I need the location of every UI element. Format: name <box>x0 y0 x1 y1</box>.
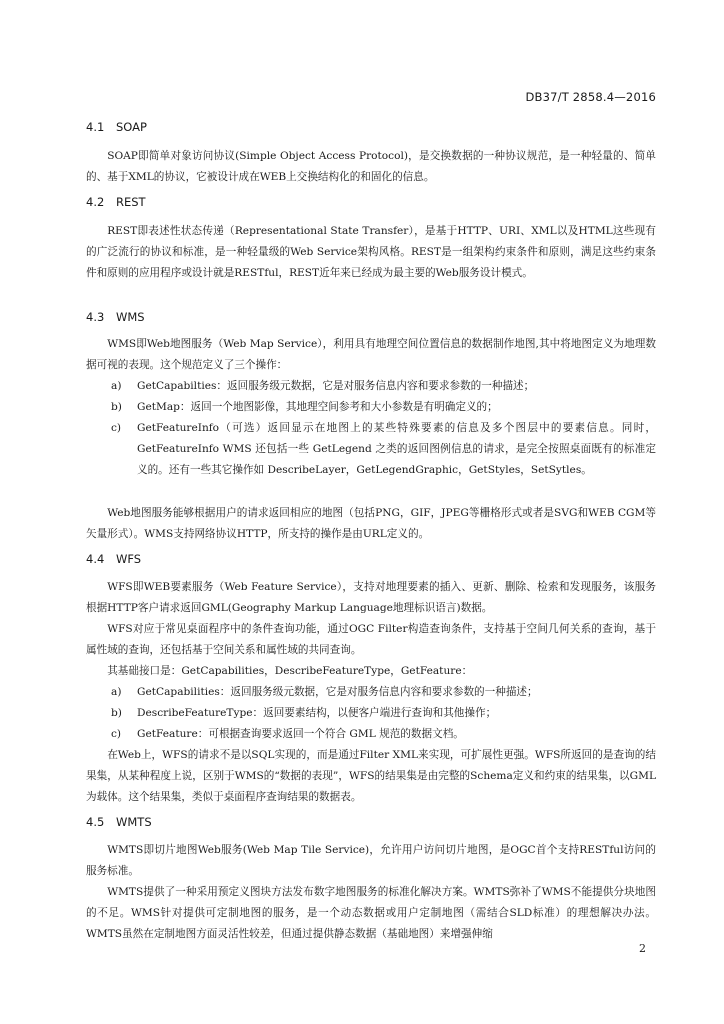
list-text: GetMap：返回一个地图影像，其地理空间参考和大小参数是有明确定义的； <box>137 401 498 413</box>
section-title: WFS <box>116 552 142 566</box>
page-number: 2 <box>639 942 646 955</box>
section-heading-wfs <box>86 552 141 566</box>
section-title: WMTS <box>116 815 152 829</box>
list-text: GetFeature：可根据查询要求返回一个符合 GML 规范的数据文档。 <box>137 728 464 740</box>
section-number: 4.3 <box>86 310 105 324</box>
section-heading-rest <box>86 195 146 209</box>
paragraph-wfs-results: 在Web上，WFS的请求不是以SQL实现的，而是通过Filter XML来实现，可扩展性更强。WFS所返回的是查询的结果集，从某种程度上说，区别于WMS的“数据的表现”，WFS的结果集是由完整的Schema定义和约束的结果集，以GML为载体。这个结果集，类似于桌面程序查询结果的数据表。 <box>86 749 656 803</box>
list-item <box>111 682 656 703</box>
list-text: GetCapabilties：返回服务级元数据，它是对服务信息内容和要求参数的一种描述； <box>137 380 535 392</box>
section-number: 4.1 <box>86 120 105 134</box>
list-marker: c) <box>111 728 122 740</box>
paragraph-wfs-intro: WFS即WEB要素服务（Web Feature Service），支持对地理要素的插入、更新、删除、检索和发现服务，该服务根据HTTP客户请求返回GML(Geography Markup Language地理标识语言)数据。 <box>86 581 656 614</box>
list-text: DescribeFeatureType：返回要素结构，以便客户端进行查询和其他操作； <box>137 707 497 719</box>
standard-code: DB37/T 2858.4—2016 <box>525 90 656 104</box>
list-marker: a) <box>111 686 122 698</box>
list-item <box>111 376 656 397</box>
paragraph-wms-intro: WMS即Web地图服务（Web Map Service），利用具有地理空间位置信息的数据制作地图,其中将地图定义为地理数据可视的表现。这个规范定义了三个操作： <box>86 338 656 371</box>
paragraph-wfs-query: WFS对应于常见桌面程序中的条件查询功能，通过OGC Filter构造查询条件，支持基于空间几何关系的查询，基于属性域的查询，还包括基于空间关系和属性域的共同查询。 <box>86 623 656 656</box>
paragraph-rest: REST即表述性状态传递（Representational State Transfer），是基于HTTP、URI、XML以及HTML这些现有的广泛流行的协议和标准，是一种轻量级的Web Service架构风格。REST是一组架构约束条件和原则，满足这些约束条件和原则的应用程序或设计就是RESTful，REST近年来已经成为最主要的Web服务设计模式。 <box>86 225 656 279</box>
list-item <box>111 418 656 481</box>
list-item <box>111 724 656 745</box>
section-number: 4.2 <box>86 195 105 209</box>
section-title: REST <box>116 195 146 209</box>
section-number: 4.5 <box>86 815 105 829</box>
paragraph-wms-output: Web地图服务能够根据用户的请求返回相应的地图（包括PNG，GIF，JPEG等栅格形式或者是SVG和WEB CGM等矢量形式）。WMS支持网络协议HTTP，所支持的操作是由URL定义的。 <box>86 507 656 540</box>
section-heading-wmts <box>86 815 152 829</box>
section-heading-soap <box>86 120 147 134</box>
section-title: SOAP <box>116 120 147 134</box>
section-heading-wms <box>86 310 145 324</box>
list-text: GetFeatureInfo（可选）返回显示在地图上的某些特殊要素的信息及多个图层中的要素信息。同时，GetFeatureInfo WMS 还包括一些 GetLegend 之类的返回图例信息的请求，是完全按照桌面既有的标准定义的。还有一些其它操作如 DescribeLayer，GetLegendGraphic，GetStyles，SetSytles。 <box>137 422 656 476</box>
list-marker: c) <box>111 422 122 434</box>
paragraph-wmts-detail: WMTS提供了一种采用预定义图块方法发布数字地图服务的标准化解决方案。WMTS弥补了WMS不能提供分块地图的不足。WMS针对提供可定制地图的服务，是一个动态数据或用户定制地图（需结合SLD标准）的理想解决办法。WMTS虽然在定制地图方面灵活性较差，但通过提供静态数据（基础地图）来增强伸缩 <box>86 886 656 940</box>
paragraph-wfs-interfaces: 其基础接口是：GetCapabilities，DescribeFeatureType，GetFeature： <box>107 665 473 677</box>
list-marker: b) <box>111 401 122 413</box>
list-text: GetCapabilities：返回服务级元数据，它是对服务信息内容和要求参数的一种描述； <box>137 686 538 698</box>
section-number: 4.4 <box>86 552 105 566</box>
paragraph-soap: SOAP即简单对象访问协议(Simple Object Access Protocol)，是交换数据的一种协议规范，是一种轻量的、简单的、基于XML的协议，它被设计成在WEB上交换结构化的和固化的信息。 <box>86 150 656 183</box>
list-marker: a) <box>111 380 122 392</box>
list-item <box>111 397 656 418</box>
section-title: WMS <box>116 310 145 324</box>
list-item <box>111 703 656 724</box>
list-marker: b) <box>111 707 122 719</box>
paragraph-wmts-intro: WMTS即切片地图Web服务(Web Map Tile Service)，允许用户访问切片地图，是OGC首个支持RESTful访问的服务标准。 <box>86 844 656 877</box>
